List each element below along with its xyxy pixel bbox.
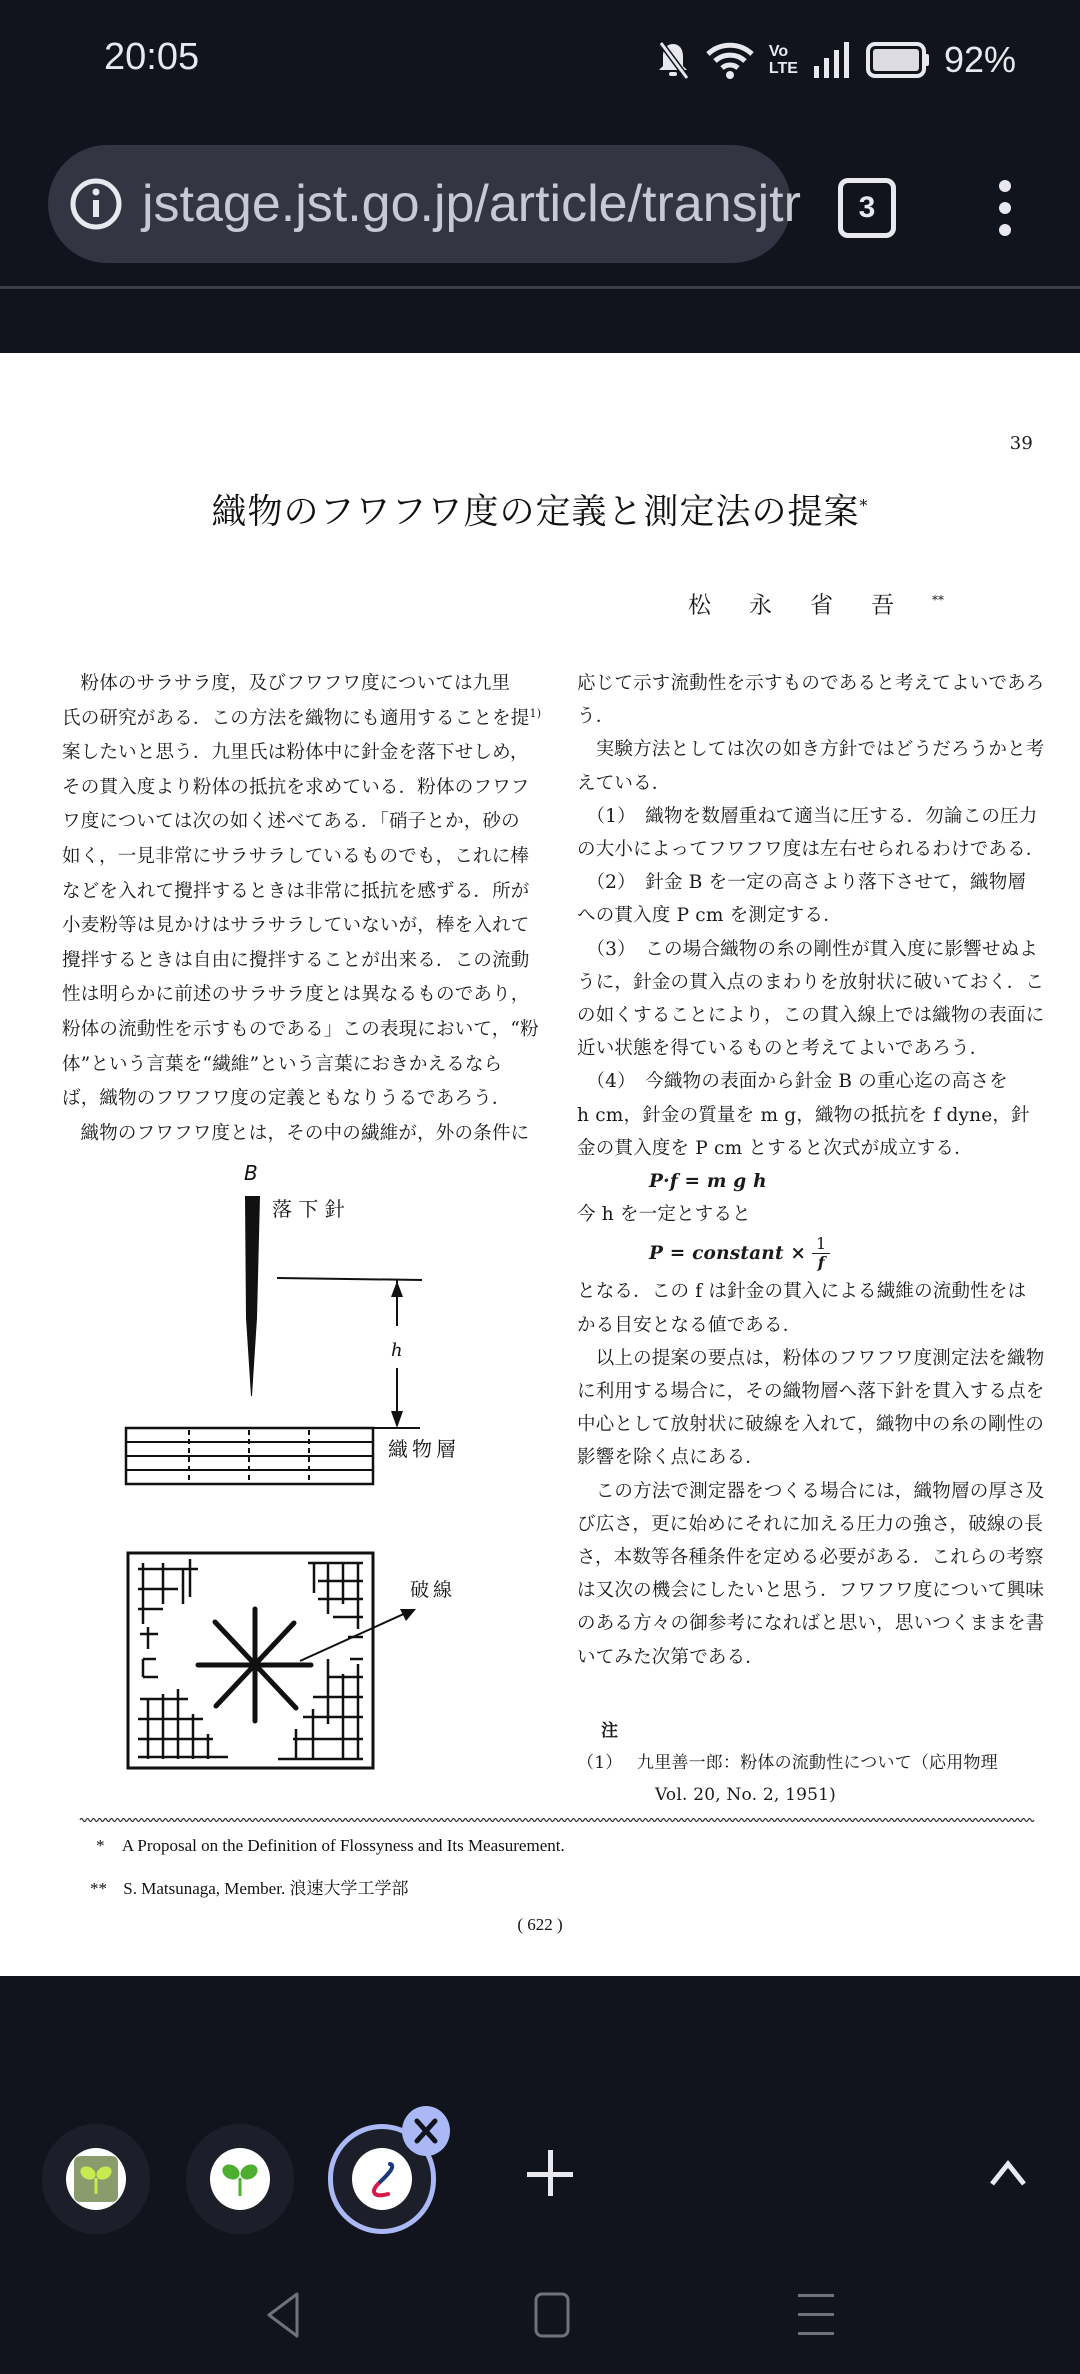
battery-percent: 92% (943, 39, 1016, 80)
author (688, 583, 944, 623)
text-line-content: 金の貫入度を P cm とすると次式が成立する． (577, 1137, 973, 1159)
text-line (577, 1032, 1047, 1065)
paragraph-2-text: 織物のフワフワ度とは，その中の繊維が，外の条件に (80, 1122, 530, 1144)
text-line (577, 1441, 1047, 1474)
tab-1[interactable] (42, 2124, 150, 2234)
text-line-content: （2） 針金 B を一定の高さより落下させて，織物層 (577, 872, 1027, 894)
printed-page-number: ( 622 ) (517, 1915, 563, 1934)
text-line (577, 1309, 1047, 1342)
tab-switcher-button[interactable]: 3 (838, 178, 896, 238)
text-line (577, 933, 1047, 966)
text-line (62, 909, 532, 944)
footnote-2-text: S. Matsunaga, Member. 浪速大学工学部 (123, 1879, 409, 1898)
text-line (62, 667, 532, 702)
fraction-numerator: 1 (812, 1235, 830, 1254)
text-line (577, 866, 1047, 899)
plus-icon[interactable] (525, 2148, 577, 2200)
close-tab-button[interactable] (402, 2106, 450, 2156)
note-item (577, 1747, 1047, 1779)
text-line (577, 700, 1047, 733)
text-line-content: は又次の機会にしたいと思う．フワフワ度について興味 (577, 1580, 1045, 1602)
text-line-content: 氏の研究がある．この方法を織物にも適用することを提 (62, 707, 530, 729)
text-line (577, 767, 1047, 800)
equation-2-fraction (812, 1235, 830, 1272)
fabric-threads-right (278, 1563, 363, 1759)
footnote-1-text: A Proposal on the Definition of Flossyness and Its Measurement. (121, 1836, 565, 1855)
text-line-content: 実験方法としては次の如き方針ではどうだろうかと考 (577, 739, 1045, 761)
text-line-content: （3） この場合織物の糸の剛性が貫入度に影響せぬよ (577, 938, 1038, 960)
paragraph-1 (62, 667, 542, 1117)
cut-lines-caption: 破線 (410, 1579, 457, 1601)
text-line-content: その貫入度より粉体の抵抗を求めている．粉体のフワフ (62, 776, 530, 798)
text-line-content: う． (577, 706, 615, 728)
text-line (577, 1375, 1047, 1408)
more-vert-icon[interactable] (995, 178, 1015, 238)
text-line (577, 1508, 1047, 1541)
text-line-content: 性は明らかに前述のサラサラ度とは異なるものであり， (62, 984, 530, 1006)
left-column (62, 667, 542, 1151)
text-line-content: び広さ，更に始めにそれに加える圧力の強さ，破線の長 (577, 1513, 1044, 1535)
text-line-content: 攪拌するときは自由に攪拌することが出来る．この流動 (62, 949, 530, 971)
tab-2[interactable] (186, 2124, 294, 2234)
text-line (577, 899, 1047, 932)
text-line-content: さ，本数等各種条件を定める必要がある．これらの考察 (577, 1547, 1044, 1569)
text-line-content: に利用する場合に，その織物層へ落下針を貫入する点を (577, 1381, 1045, 1403)
height-label: h (391, 1340, 403, 1361)
text-line (577, 1475, 1047, 1508)
text-line-content: ば，織物のフワフワ度の定義ともなりうるであろう． (62, 1088, 511, 1110)
text-line (577, 1641, 1047, 1674)
notes-heading: 注 (601, 1721, 619, 1741)
height-top-line (277, 1278, 422, 1280)
text-line-content: の如くすることにより，この貫入線上では織物の表面に (577, 1005, 1045, 1027)
text-line (577, 1574, 1047, 1607)
text-line-content: 影響を除く点にある． (577, 1447, 765, 1469)
fabric-layer-caption: 織物層 (388, 1437, 460, 1461)
needle-label: B (244, 1161, 258, 1185)
author-mark: ** (932, 593, 944, 607)
text-line (62, 805, 532, 840)
fraction-denominator: f (817, 1252, 825, 1272)
article-title (0, 489, 1080, 533)
line-after-equation-1: 今 h を一定とすると (577, 1204, 751, 1226)
equation-2 (577, 1231, 1047, 1275)
text-line-content: この方法で測定器をつくる場合には，織物層の厚さ及 (577, 1480, 1045, 1502)
title-text: 織物のフワフワ度の定義と測定法の提案 (211, 492, 860, 533)
text-line (62, 702, 542, 737)
text-line-content: うに，針金の貫入点のまわりを放射状に破いておく．こ (577, 971, 1045, 993)
text-line (577, 733, 1047, 766)
sprout-icon (210, 2148, 270, 2210)
text-line (62, 1082, 532, 1117)
footnote-wavy-rule (80, 1817, 1032, 1823)
text-line-content: 如く，一見非常にサラサラしているものでも，これに棒 (62, 845, 530, 867)
reference-mark: 1) (529, 706, 542, 720)
url-text[interactable]: jstage.jst.go.jp/article/transjtr (142, 175, 801, 233)
text-line-content: 小麦粉等は見かけはサラサラしていないが，棒を入れて (62, 915, 530, 937)
right-column (577, 667, 1047, 1674)
text-line-content: となる．この f は針金の貫入による繊維の流動性をは (577, 1281, 1027, 1303)
text-line (577, 1408, 1047, 1441)
text-line (577, 1065, 1047, 1098)
notes-section (577, 1715, 1047, 1811)
footnote-1 (96, 1836, 565, 1856)
text-line-content: 中心として放射状に破線を入れて，織物中の糸の剛性の (577, 1414, 1045, 1436)
text-line-content: いてみた次第である． (577, 1646, 765, 1668)
wifi-icon (705, 40, 755, 80)
volte-icon (769, 43, 798, 77)
text-line-content: （4） 今織物の表面から針金 B の重心迄の高さを (577, 1071, 1008, 1093)
jstage-icon (352, 2148, 412, 2210)
volte-bottom: LTE (768, 60, 798, 77)
text-line-content: 応じて示す流動性を示すものであると考えてよいであろ (577, 673, 1045, 694)
text-line (62, 771, 532, 806)
text-line (62, 736, 532, 771)
text-line (62, 840, 532, 875)
cut-lines-pointer (300, 1612, 408, 1661)
text-line-content: 案したいと思う．九里氏は粉体中に針金を落下せしめ， (62, 742, 529, 764)
footnote-2 (90, 1874, 408, 1899)
text-line (577, 1342, 1047, 1375)
bell-off-icon (655, 40, 691, 80)
text-line-content: の大小によってフワフワ度は左右せられるわけである． (577, 839, 1045, 861)
page-number: 39 (1009, 433, 1033, 454)
note-text-line2: Vol. 20, No. 2, 1951) (655, 1785, 836, 1805)
chevron-up-icon[interactable] (988, 2158, 1028, 2188)
text-line-content: のある方々の御参考になればと思い，思いつくままを書 (577, 1613, 1045, 1635)
footnote-2-mark: ** (90, 1879, 107, 1898)
close-icon[interactable] (402, 2106, 450, 2156)
text-line-content: 近い状態を得ているものと考えてよいであろう． (577, 1038, 989, 1060)
equation-2-lhs: P = constant × (649, 1242, 807, 1264)
text-line (62, 944, 532, 979)
fabric-threads-bottom-left (138, 1689, 228, 1759)
paragraph-2-start (62, 1117, 532, 1152)
text-line (577, 1132, 1047, 1165)
text-line-content: h cm，針金の質量を m g，織物の抵抗を f dyne，針 (577, 1104, 1030, 1126)
equation-1: P·f = m g h (649, 1171, 767, 1193)
sprout-icon (66, 2148, 126, 2210)
text-line (577, 1541, 1047, 1574)
text-line (577, 1099, 1047, 1132)
text-line (62, 1013, 539, 1048)
toolbar-divider (0, 286, 1080, 289)
text-line-content: 粉体のサラサラ度，及びフワフワ度については九里 (80, 673, 511, 694)
status-time: 20:05 (104, 36, 200, 78)
text-line-content: えている． (577, 772, 671, 794)
text-line (577, 833, 1047, 866)
text-line-content: ワ度については次の如く述べてある．「硝子とか，砂の (62, 811, 520, 833)
text-line (62, 875, 532, 910)
address-bar[interactable] (48, 145, 801, 263)
text-line-content: かる目安となる値である． (577, 1314, 802, 1336)
text-line-content: などを入れて攪拌するときは非常に抵抗を感ずる．所が (62, 880, 530, 902)
right-lines-1 (577, 667, 1047, 1165)
right-lines-2 (577, 1275, 1047, 1673)
battery-icon (866, 41, 930, 79)
text-line-content: への貫入度 P cm を測定する． (577, 905, 842, 927)
text-line (577, 667, 1047, 700)
needle-caption: 落 下 針 (272, 1197, 345, 1221)
note-number: （1） (577, 1753, 623, 1773)
needle (245, 1196, 260, 1396)
note-text-line1: 九里善一郎：粉体の流動性について（応用物理 (637, 1753, 998, 1773)
text-line-content: （1） 織物を数層重ねて適当に圧する．勿論この圧力 (577, 805, 1038, 827)
title-mark: * (859, 496, 869, 515)
text-line (62, 978, 532, 1013)
text-line (62, 1048, 532, 1083)
radial-cut-lines (198, 1609, 311, 1721)
recents-icon[interactable] (796, 2290, 836, 2340)
fabric-threads-top-left (138, 1559, 198, 1677)
status-icons (655, 36, 1016, 84)
text-line (577, 1607, 1047, 1640)
site-info-icon[interactable] (68, 176, 124, 232)
text-line (577, 966, 1047, 999)
back-icon[interactable] (263, 2290, 303, 2340)
pdf-page (0, 353, 1080, 1976)
author-name: 松永省吾 (688, 592, 932, 619)
text-line (577, 800, 1047, 833)
text-line-content: 体”という言葉を“繊維”という言葉におきかえるなら (62, 1053, 503, 1075)
footnote-1-mark: * (96, 1836, 105, 1855)
volte-top: Vo (768, 43, 789, 60)
text-line (577, 1275, 1047, 1308)
text-line-content: 以上の提案の要点は，粉体のフワフワ度測定法を織物 (577, 1347, 1045, 1369)
text-line (577, 999, 1047, 1032)
signal-icon (812, 40, 852, 80)
text-line-content: 粉体の流動性を示すものである」この表現において，“粉 (62, 1018, 539, 1040)
home-icon[interactable] (532, 2290, 572, 2340)
